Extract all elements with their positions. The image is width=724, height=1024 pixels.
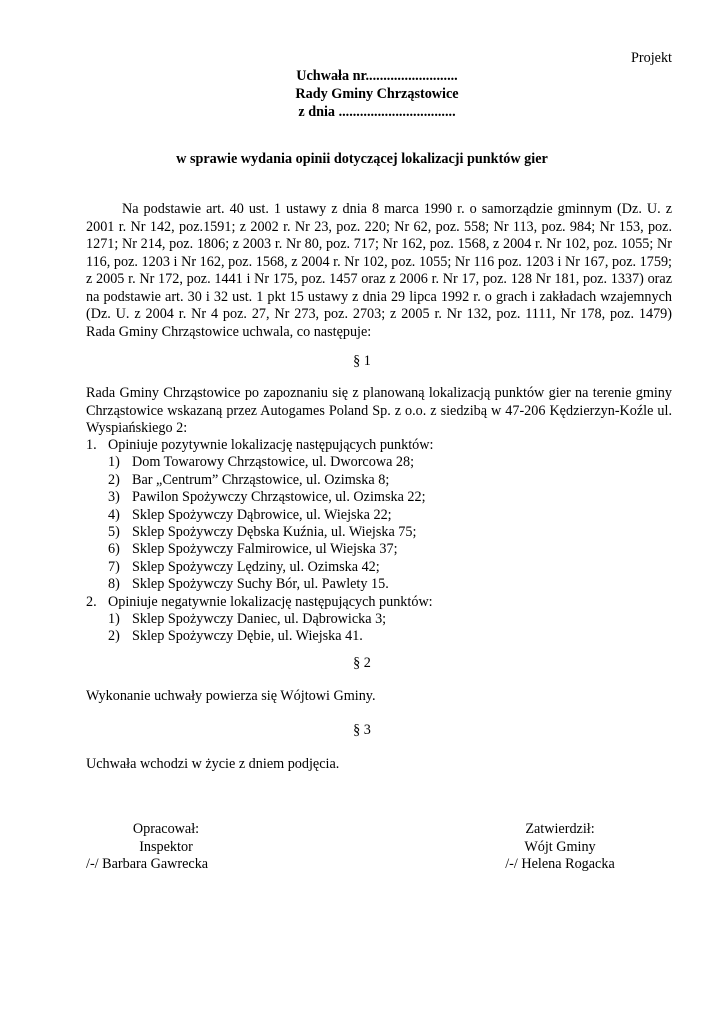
sub-list-item: 2) Bar „Centrum” Chrząstowice, ul. Ozimska 8; xyxy=(108,471,390,488)
list-item-text: Opiniuje pozytywnie lokalizację następujących punktów: xyxy=(108,437,434,453)
sub-list-item: 5) Sklep Spożywczy Dębska Kuźnia, ul. Wiejska 75; xyxy=(108,524,417,541)
approved-by-signature xyxy=(500,821,620,874)
prepared-by-position: Inspektor xyxy=(139,838,193,855)
list-item-number: 2. xyxy=(86,593,97,610)
opinion-list xyxy=(86,437,672,646)
sub-list-item: 4) Sklep Spożywczy Dąbrowice, ul. Wiejska 22; xyxy=(108,506,392,523)
section-3-text: Uchwała wchodzi w życie z dniem podjęcia. xyxy=(86,756,340,772)
sub-list-item: 3) Pawilon Spożywczy Chrząstowice, ul. Ozimska 22; xyxy=(108,489,426,506)
sub-list-item: 7) Sklep Spożywczy Lędziny, ul. Ozimska 42; xyxy=(108,558,380,575)
preamble-paragraph: Na podstawie art. 40 ust. 1 ustawy z dnia 8 marca 1990 r. o samorządzie gminnym (Dz. U. z 2001 r. Nr 142, poz.1591; z 2002 r. Nr 23, poz. 220; Nr 62, poz. 558; Nr 113, poz. 984; Nr 153, poz. 1271; Nr 214, poz. 1806; z 2003 r. Nr 80, poz. 717; Nr 162, poz. 1568, z 2004 r. Nr 102, poz. 1055; Nr 116, poz. 1203 i Nr 162, poz. 1568, z 2004 r. Nr 102, poz. 1055; Nr 116 poz. 1203 i Nr 167, poz. 1759; z 2005 r. Nr 172, poz. 1441 i Nr 175, poz. 1457 oraz z 2006 r. Nr 17, poz. 128 Nr 181, poz. 1337) oraz na podstawie art. 30 i 32 ust. 1 pkt 15 ustawy z dnia 29 lipca 1992 r. o grach i zakładach wzajemnych (Dz. U. z 2004 r. Nr 4 poz. 27, Nr 273, poz. 2703; z 2005 r. Nr 132, poz. 1111, Nr 178, poz. 1479) Rada Gminy Chrząstowice uchwala, co następuje: xyxy=(86,201,672,340)
list-item-text: Opiniuje negatywnie lokalizację następujących punktów: xyxy=(108,593,433,610)
resolution-number: Uchwała nr.......................... xyxy=(296,68,458,84)
draft-label: Projekt xyxy=(631,50,672,66)
resolution-title xyxy=(0,67,724,121)
sub-list-item: 2) Sklep Spożywczy Dębie, ul. Wiejska 41. xyxy=(108,628,363,645)
list-item xyxy=(86,594,672,611)
section-2-text: Wykonanie uchwały powierza się Wójtowi Gminy. xyxy=(86,688,376,704)
sub-list-item: 8) Sklep Spożywczy Suchy Bór, ul. Pawlety 15. xyxy=(108,576,389,593)
prepared-by-name: /-/ Barbara Gawrecka xyxy=(86,856,209,872)
section-1-intro: Rada Gminy Chrząstowice po zapoznaniu się z planowaną lokalizacją punktów gier na terenie gminy Chrząstowice wskazaną przez Autogames Poland Sp. z o.o. z siedzibą w 47-206 Kędzierzyn-Koźle ul. Wyspiańskiego 2: xyxy=(86,385,672,436)
section-2-sign: § 2 xyxy=(353,655,371,671)
approved-by-label: Zatwierdził: xyxy=(525,821,595,837)
sub-list-item: 1) Sklep Spożywczy Daniec, ul. Dąbrowicka 3; xyxy=(108,611,387,628)
list-item xyxy=(86,437,672,454)
prepared-by-signature xyxy=(86,821,246,874)
prepared-by-label: Opracował: xyxy=(132,821,200,837)
resolution-subject: w sprawie wydania opinii dotyczącej lokalizacji punktów gier xyxy=(176,151,548,167)
approved-by-position: Wójt Gminy xyxy=(524,838,596,855)
sub-list-item: 1) Dom Towarowy Chrząstowice, ul. Dworcowa 28; xyxy=(108,454,415,471)
sub-list-item: 6) Sklep Spożywczy Falmirowice, ul Wiejska 37; xyxy=(108,541,398,558)
resolution-date: z dnia ................................. xyxy=(298,104,456,120)
section-1-sign: § 1 xyxy=(353,353,371,369)
council-name: Rady Gminy Chrząstowice xyxy=(295,86,459,102)
list-item-number: 1. xyxy=(86,437,97,453)
approved-by-name: /-/ Helena Rogacka xyxy=(505,856,615,872)
section-3-sign: § 3 xyxy=(353,722,371,738)
